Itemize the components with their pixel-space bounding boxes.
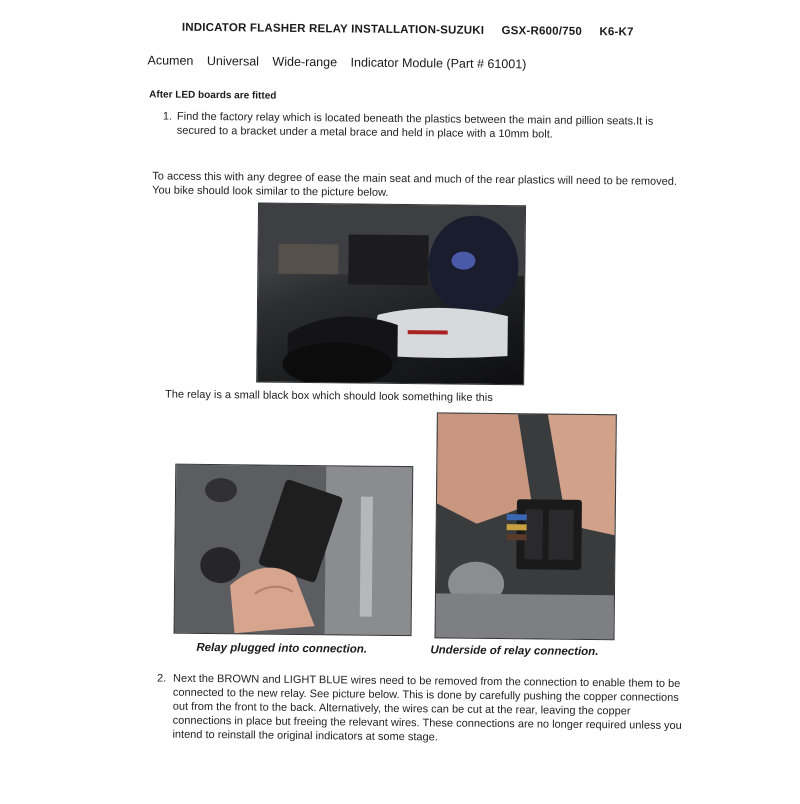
title-years: K6-K7: [599, 26, 634, 39]
step-2: [156, 671, 687, 747]
subtitle-type: Universal: [206, 53, 260, 69]
title-model: GSX-R600/750: [501, 25, 583, 38]
caption-relay-underside: Underside of relay connection.: [430, 644, 599, 659]
access-paragraph: To access this with any degree of ease the main seat and much of the rear plastics will need to be removed. You bike should look similar to the picture below.: [152, 170, 677, 199]
step-2-text: Next the BROWN and LIGHT BLUE wires need to be removed from the connection to enable them to be connected to the new relay. See picture below. This is done by carefully pushing the copper connections out from the front to the back. Alternatively, the wires can be cut at the rear, leaving the copper connections in place but freeing the relevant wires. These connections are no longer required unless you intend to reinstall the original indicators at some stage.: [172, 672, 682, 744]
step-2-number: 2.: [157, 672, 167, 685]
relay-description: The relay is a small black box which should look something like this: [164, 388, 493, 404]
document-subtitle: [147, 53, 536, 71]
section-heading: After LED boards are fitted: [149, 89, 277, 102]
step-1-number: 1.: [162, 110, 173, 123]
relay-underside-photo: [435, 412, 617, 640]
title-main: INDICATOR FLASHER RELAY INSTALLATION-SUZUKI: [181, 21, 485, 37]
subtitle-brand: Acumen: [147, 53, 194, 68]
document-title: [182, 22, 648, 39]
caption-relay-plugged: Relay plugged into connection.: [196, 641, 368, 656]
subtitle-range: Wide-range: [272, 54, 338, 70]
step-1-text: Find the factory relay which is located beneath the plastics between the main and pillion seats.It is secured to a bracket under a metal brace and held in place with a 10mm bolt.: [176, 110, 654, 141]
bike-rear-photo: [256, 203, 526, 386]
step-1: [163, 110, 683, 143]
subtitle-product: Indicator Module (Part # 61001): [350, 55, 527, 72]
relay-plugged-photo: [174, 464, 414, 636]
